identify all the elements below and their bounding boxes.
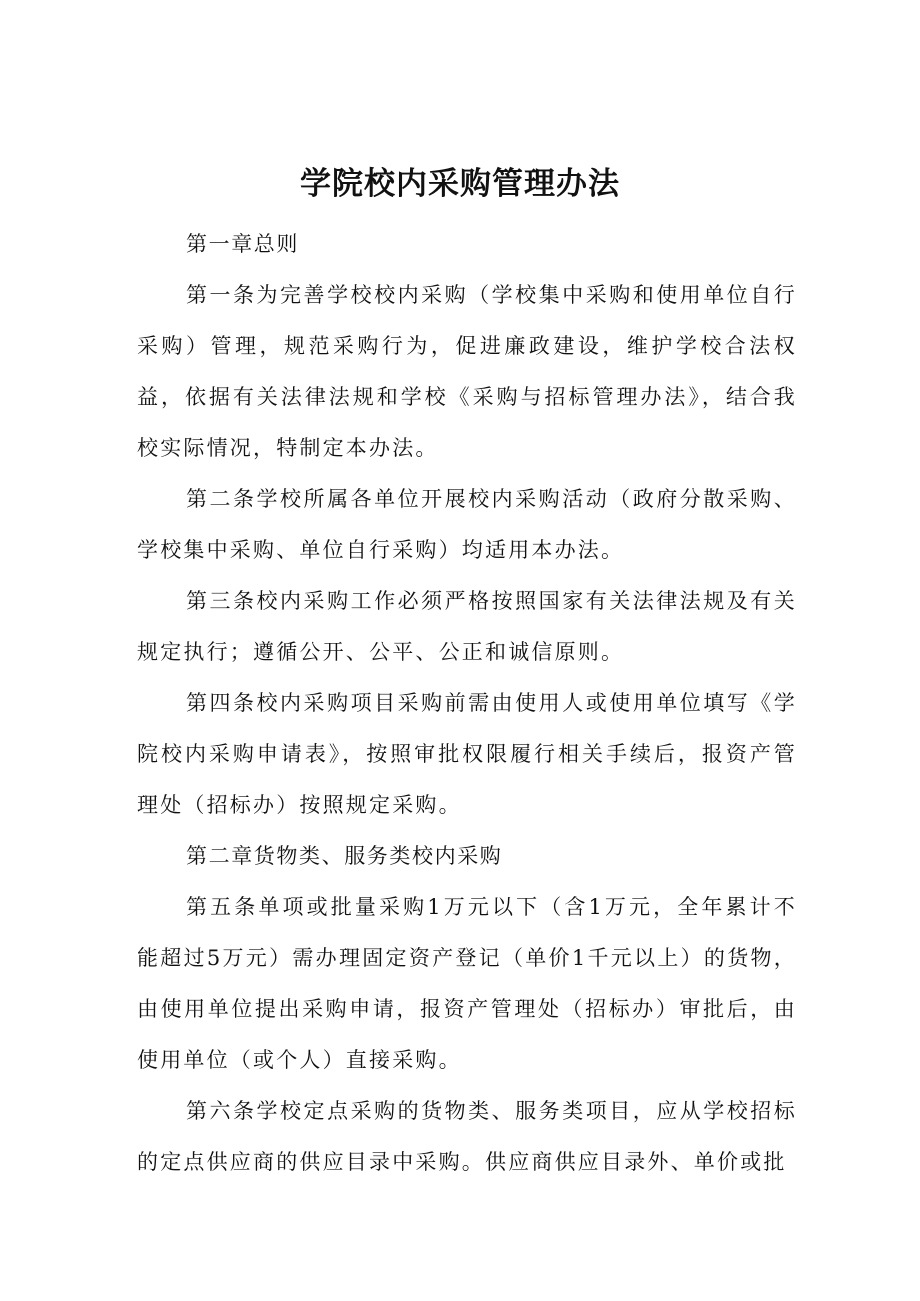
- document-body: [137, 219, 797, 1188]
- article-5: 第五条单项或批量采购1万元以下（含1万元，全年累计不能超过5万元）需办理固定资产登记（单价1千元以上）的货物，由使用单位提出采购申请，报资产管理处（招标办）审批后，由使用单位（或个人）直接采购。: [137, 895, 797, 1072]
- article-1: 第一条为完善学校校内采购（学校集中采购和使用单位自行采购）管理，规范采购行为，促进廉政建设，维护学校合法权益，依据有关法律法规和学校《采购与招标管理办法》，结合我校实际情况，特制定本办法。: [137, 283, 797, 460]
- document-title: 学院校内采购管理办法: [300, 165, 620, 202]
- chapter-heading-1: 第一章总则: [186, 232, 299, 256]
- article-4: 第四条校内采购项目采购前需由使用人或使用单位填写《学院校内采购申请表》，按照审批权限履行相关手续后，报资产管理处（招标办）按照规定采购。: [137, 691, 797, 817]
- article-2: 第二条学校所属各单位开展校内采购活动（政府分散采购、学校集中采购、单位自行采购）均适用本办法。: [137, 487, 797, 562]
- chapter-heading-2: 第二章货物类、服务类校内采购: [186, 844, 503, 868]
- article-6: 第六条学校定点采购的货物类、服务类项目，应从学校招标的定点供应商的供应目录中采购。供应商供应目录外、单价或批: [137, 1099, 797, 1174]
- article-3: 第三条校内采购工作必须严格按照国家有关法律法规及有关规定执行；遵循公开、公平、公正和诚信原则。: [137, 589, 797, 664]
